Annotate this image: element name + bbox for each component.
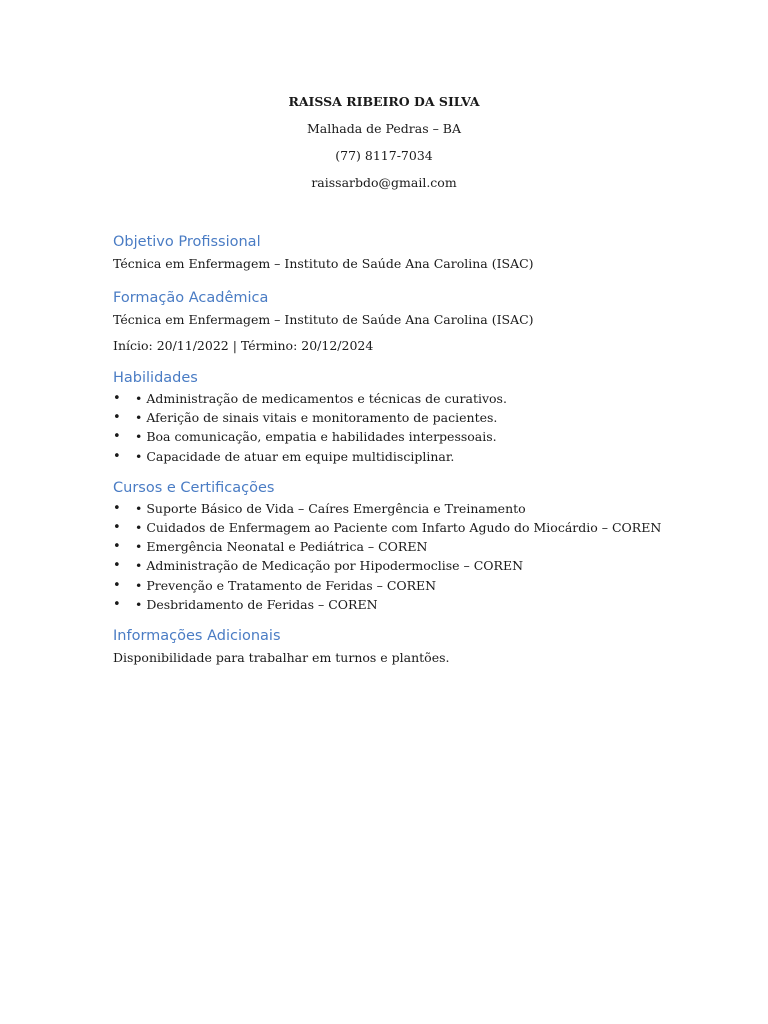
candidate-location: Malhada de Pedras – BA bbox=[306, 121, 462, 136]
section-title-cursos: Cursos e Certificações bbox=[113, 479, 275, 496]
resume-header bbox=[0, 92, 768, 200]
list-item bbox=[113, 518, 673, 537]
list-item-text: • Prevenção e Tratamento de Feridas – COREN bbox=[135, 577, 437, 593]
list-item-text: • Emergência Neonatal e Pediátrica – COREN bbox=[135, 539, 428, 555]
list-item-text: • Aferição de sinais vitais e monitoramento de pacientes. bbox=[135, 410, 498, 426]
list-item-text: • Administração de medicamentos e técnicas de curativos. bbox=[135, 391, 507, 406]
bullet-icon: • bbox=[113, 410, 121, 426]
section-title-habilidades: Habilidades bbox=[113, 370, 198, 386]
list-item bbox=[113, 537, 673, 556]
section-formacao bbox=[113, 288, 673, 356]
candidate-email: raissarbdo@gmail.com bbox=[311, 175, 457, 190]
list-item-text: • Administração de Medicação por Hipodermoclise – COREN bbox=[135, 558, 524, 574]
list-item bbox=[113, 389, 673, 408]
bullet-icon: • bbox=[113, 539, 121, 555]
adicionais-text: Disponibilidade para trabalhar em turnos e plantões. bbox=[113, 649, 450, 665]
list-item-text: • Suporte Básico de Vida – Caíres Emergência e Treinamento bbox=[135, 500, 526, 516]
list-item bbox=[113, 427, 673, 446]
list-item bbox=[113, 447, 673, 466]
resume-body bbox=[113, 232, 673, 680]
candidate-name: RAISSA RIBEIRO DA SILVA bbox=[288, 94, 480, 109]
list-item-text: • Capacidade de atuar em equipe multidisciplinar. bbox=[135, 448, 455, 464]
section-cursos bbox=[113, 478, 673, 614]
cursos-list bbox=[113, 499, 673, 614]
section-title-adicionais: Informações Adicionais bbox=[113, 627, 281, 644]
bullet-icon: • bbox=[113, 429, 121, 445]
objetivo-text: Técnica em Enfermagem – Instituto de Saúde Ana Carolina (ISAC) bbox=[113, 256, 534, 271]
bullet-icon: • bbox=[113, 596, 121, 612]
habilidades-list bbox=[113, 389, 673, 466]
bullet-icon: • bbox=[113, 558, 121, 574]
bullet-icon: • bbox=[113, 577, 121, 593]
list-item bbox=[113, 576, 673, 595]
formacao-course: Técnica em Enfermagem – Instituto de Saúde Ana Carolina (ISAC) bbox=[113, 312, 534, 327]
list-item-text: • Cuidados de Enfermagem ao Paciente com Infarto Agudo do Miocárdio – COREN bbox=[135, 519, 662, 535]
list-item bbox=[113, 499, 673, 518]
section-objetivo bbox=[113, 232, 673, 274]
list-item bbox=[113, 556, 673, 575]
bullet-icon: • bbox=[113, 500, 121, 516]
bullet-icon: • bbox=[113, 519, 121, 535]
section-adicionais bbox=[113, 626, 673, 668]
bullet-icon: • bbox=[113, 391, 121, 406]
candidate-phone: (77) 8117-7034 bbox=[335, 148, 433, 163]
list-item bbox=[113, 595, 673, 614]
list-item-text: • Desbridamento de Feridas – COREN bbox=[135, 596, 378, 612]
section-habilidades bbox=[113, 368, 673, 466]
list-item bbox=[113, 408, 673, 427]
bullet-icon: • bbox=[113, 448, 121, 464]
list-item-text: • Boa comunicação, empatia e habilidades interpessoais. bbox=[135, 429, 497, 445]
formacao-dates: Início: 20/11/2022 | Término: 20/12/2024 bbox=[113, 338, 374, 353]
section-title-formacao: Formação Acadêmica bbox=[113, 290, 269, 306]
section-title-objetivo: Objetivo Profissional bbox=[113, 234, 261, 250]
